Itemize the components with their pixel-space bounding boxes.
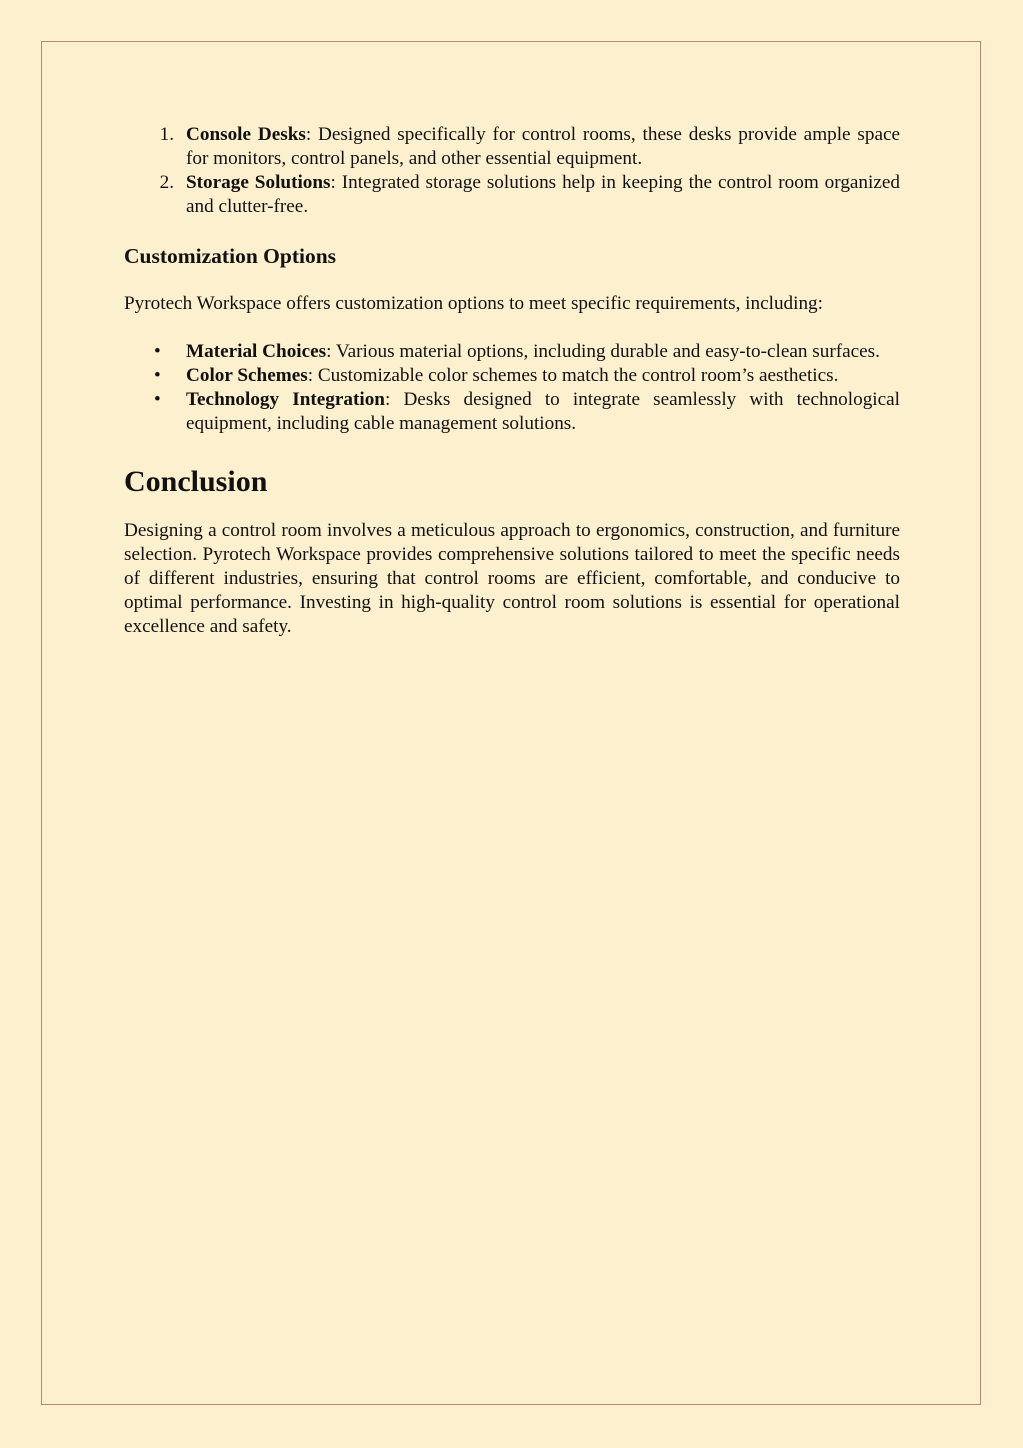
bullet-icon: • — [154, 341, 161, 362]
bullet-icon: • — [154, 365, 161, 386]
list-item — [124, 123, 900, 171]
list-item — [124, 171, 900, 219]
list-number: 2. — [159, 172, 174, 193]
list-item-text: : Designed specifically for control rooms, these desks provide ample space for monitors, control panels, and other essential equipment. — [186, 124, 900, 169]
list-item — [124, 388, 900, 436]
list-item-text: : Desks designed to integrate seamlessly with technological equipment, including cable management solutions. — [186, 389, 900, 434]
list-item-term: Color Schemes — [186, 365, 308, 386]
list-item — [124, 340, 900, 364]
bullet-icon: • — [154, 389, 161, 410]
list-item-term: Material Choices — [186, 341, 327, 362]
document-body — [124, 123, 900, 639]
customization-list — [124, 340, 900, 436]
list-item-text: : Integrated storage solutions help in keeping the control room organized and clutter-free. — [186, 172, 900, 217]
list-item-term: Technology Integration — [186, 389, 385, 410]
customization-intro: Pyrotech Workspace offers customization options to meet specific requirements, including: — [124, 293, 823, 314]
list-number: 1. — [159, 124, 174, 145]
conclusion-paragraph: Designing a control room involves a meticulous approach to ergonomics, construction, and furniture selection. Pyrotech Workspace provides comprehensive solutions tailored to meet the specific needs of different industries, ensuring that control rooms are efficient, comfortable, and conducive to optimal performance. Investing in high-quality control room solutions is essential for operational excellence and safety. — [124, 520, 900, 637]
list-item-term: Storage Solutions — [186, 172, 331, 193]
list-item — [124, 364, 900, 388]
customization-heading: Customization Options — [124, 244, 337, 268]
list-item-text: : Various material options, including durable and easy-to-clean surfaces. — [326, 341, 880, 362]
list-item-term: Console Desks — [186, 124, 306, 145]
conclusion-heading: Conclusion — [124, 465, 268, 498]
list-item-text: : Customizable color schemes to match the control room’s aesthetics. — [307, 365, 839, 386]
furniture-list — [124, 123, 900, 219]
